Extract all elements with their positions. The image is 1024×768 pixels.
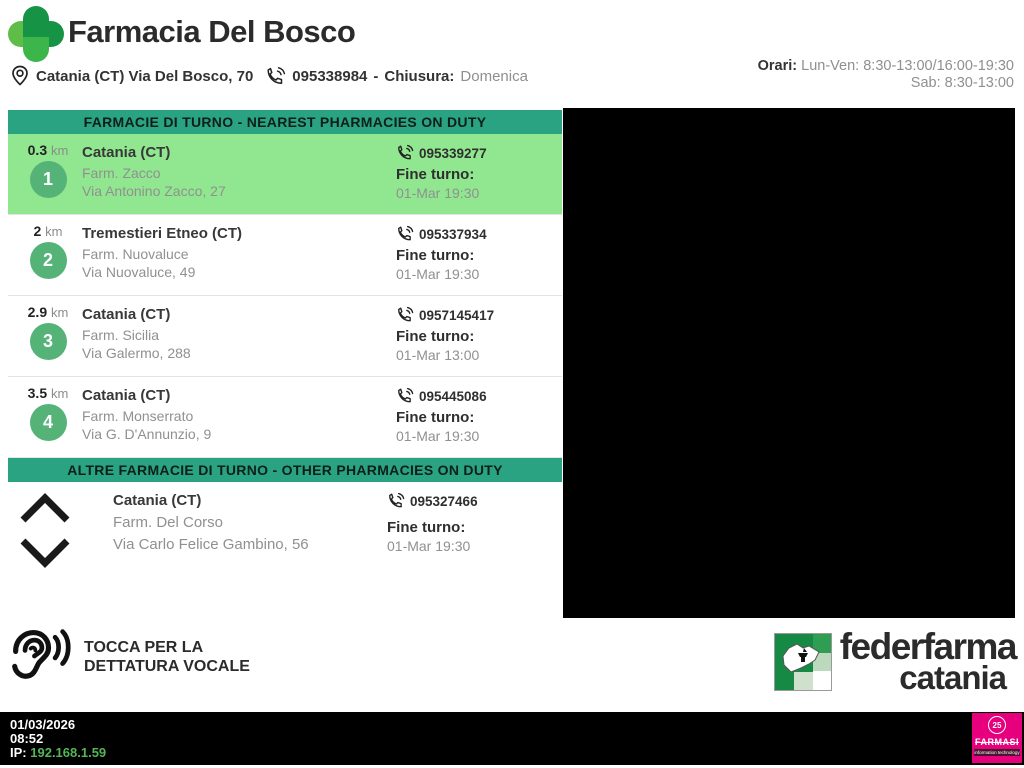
status-date: 01/03/2026 [10,717,76,732]
pharmacy-row[interactable] [8,296,562,377]
fine-turno-value: 01-Mar 19:30 [396,185,480,201]
hours-label: Orari: [757,58,798,74]
pharmacy-row[interactable] [8,134,562,215]
fine-turno-label: Fine turno: [396,247,475,264]
fine-turno-value: 01-Mar 19:30 [387,538,471,554]
ear-icon [10,628,72,686]
other-banner: ALTRE FARMACIE DI TURNO - OTHER PHARMACIES ON DUTY [8,458,562,482]
pharmacy-city: Catania (CT) [82,387,171,404]
rank-badge: 2 [30,242,67,279]
ip-label: IP: [10,745,27,760]
distance-unit: km [51,143,69,158]
fine-turno-label: Fine turno: [396,328,475,345]
distance-value: 0.3 [27,142,48,158]
pharmacy-street: Via G. D'Annunzio, 9 [82,426,212,442]
distance-unit: km [51,386,69,401]
fine-turno-label: Fine turno: [387,519,466,536]
ip-value: 192.168.1.59 [30,745,107,760]
pharmacy-city: Catania (CT) [113,492,202,509]
voice-line2: DETTATURA VOCALE [84,658,250,675]
pharmacy-name: Farm. Sicilia [82,327,160,343]
rank-badge: 3 [30,323,67,360]
pharmacies-panel [8,110,562,578]
duty-phone: 095445086 [419,388,487,404]
phone-icon [396,225,414,243]
closure-value: Domenica [460,67,528,85]
map-area[interactable] [563,108,1015,618]
separator: - [373,67,379,85]
pharmacy-city: Catania (CT) [82,306,171,323]
federfarma-word: federfarma [839,626,1016,667]
rank-badge: 4 [30,404,67,441]
voice-dictation-button[interactable] [10,628,250,686]
voice-line1: TOCCA PER LA [84,639,204,656]
chevron-down-icon [17,537,73,569]
scroll-down-button[interactable] [17,537,73,569]
pharmacy-name: Farm. Nuovaluce [82,246,189,262]
pharmacy-street: Via Carlo Felice Gambino, 56 [113,536,309,553]
pharmacy-name: Farm. Monserrato [82,408,194,424]
scroll-up-button[interactable] [17,492,73,524]
pharmacy-row[interactable] [8,377,562,458]
location-pin-icon [10,65,30,87]
cross-icon [8,6,64,62]
pharmacy-street: Via Antonino Zacco, 27 [82,183,226,199]
phone-icon [396,306,414,324]
duty-phone: 095327466 [410,493,478,509]
pharmacy-phone: 095338984 [292,67,368,85]
status-bar [0,712,1024,765]
fine-turno-value: 01-Mar 19:30 [396,428,480,444]
pharmacy-row[interactable] [8,215,562,296]
phone-icon [396,144,414,162]
phone-icon [396,387,414,405]
pharmacy-info-row [10,65,528,87]
rank-badge: 1 [30,161,67,198]
chevron-up-icon [17,492,73,524]
pharmacy-address: Catania (CT) Via Del Bosco, 70 [36,67,254,85]
phone-icon [387,492,405,510]
fine-turno-label: Fine turno: [396,166,475,183]
pharmacy-street: Via Galermo, 288 [82,345,191,361]
duty-phone: 0957145417 [419,307,495,323]
duty-phone: 095337934 [419,226,487,242]
page-title: Farmacia Del Bosco [68,14,356,49]
farmasi-name: FARMASI [975,737,1019,747]
federfarma-city: catania [899,659,1006,696]
hours-saturday: Sab: 8:30-13:00 [910,75,1014,91]
pharmacy-name: Farm. Del Corso [113,514,224,531]
status-time: 08:52 [10,731,44,746]
fine-turno-value: 01-Mar 13:00 [396,347,480,363]
federfarma-sicily-icon [774,633,832,691]
header [0,0,1024,108]
pharmacy-name: Farm. Zacco [82,165,161,181]
phone-icon [265,66,286,87]
fine-turno-value: 01-Mar 19:30 [396,266,480,282]
pharmacy-city: Tremestieri Etneo (CT) [82,225,243,242]
fine-turno-label: Fine turno: [396,409,475,426]
distance-unit: km [51,305,69,320]
distance-unit: km [45,224,63,239]
nearest-banner: FARMACIE DI TURNO - NEAREST PHARMACIES ON DUTY [8,110,562,134]
pharmacy-city: Catania (CT) [82,144,171,161]
distance-value: 2 [33,223,42,239]
duty-phone: 095339277 [419,145,487,161]
hours-weekdays: Lun-Ven: 8:30-13:00/16:00-19:30 [801,58,1014,74]
opening-hours [758,58,1014,92]
other-pharmacy-row [8,482,562,578]
pharmacy-street: Via Nuovaluce, 49 [82,264,196,280]
closure-label: Chiusura: [384,67,455,85]
distance-value: 2.9 [27,304,48,320]
farmasi-25-badge: 25 [988,716,1006,734]
distance-value: 3.5 [27,385,48,401]
federfarma-logo [774,626,1016,696]
farmasi-tagline: information technology [974,750,1020,755]
farmasi-logo [972,713,1022,763]
